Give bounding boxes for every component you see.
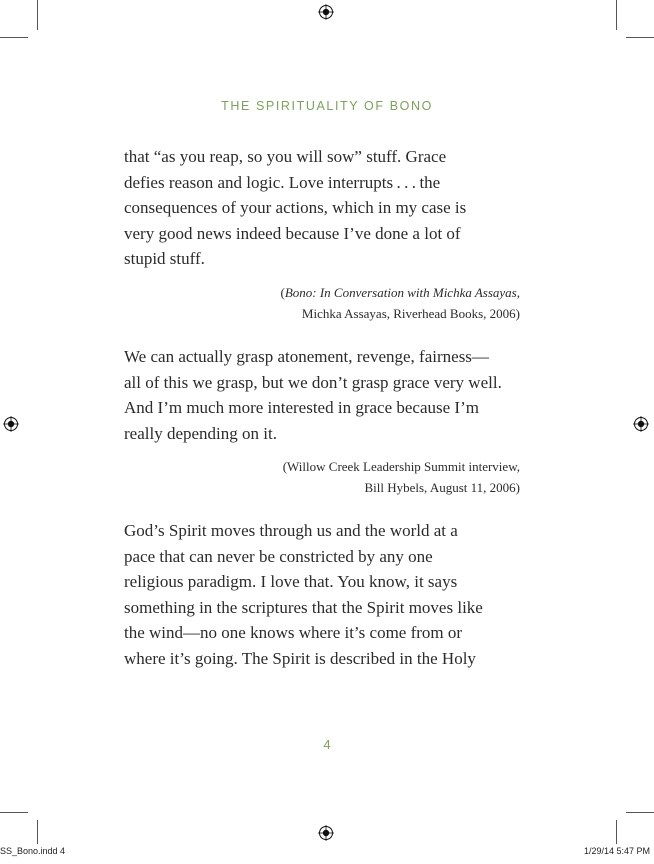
- page-number: 4: [323, 737, 331, 752]
- quote-paragraph: [124, 144, 534, 272]
- citation-line: Michka Assayas, Riverhead Books, 2006): [301, 306, 520, 321]
- text-line: really depending on it.: [124, 423, 277, 443]
- citation-title: Bono: In Conversation with Michka Assayas,: [284, 285, 520, 300]
- slug-timestamp: 1/29/14 5:47 PM: [583, 846, 650, 856]
- registration-mark-icon: [633, 416, 649, 432]
- text-line: defies reason and logic. Love interrupts . . . the: [124, 172, 441, 192]
- crop-mark-left-bottom: [0, 812, 28, 813]
- text-line: God’s Spirit moves through us and the world at a: [124, 521, 458, 540]
- text-line: We can actually grasp atonement, revenge, fairness—: [124, 347, 489, 366]
- crop-mark-right-bottom: [626, 812, 654, 813]
- text-line: where it’s going. The Spirit is described in the Holy: [124, 648, 476, 668]
- text-line: the wind—no one knows where it’s come from or: [124, 623, 463, 642]
- citation-line: (Willow Creek Leadership Summit interview,: [282, 459, 520, 474]
- quote-paragraph: [124, 344, 534, 446]
- text-line: stupid stuff.: [124, 249, 205, 268]
- text-line: all of this we grasp, but we don’t grasp grace very well.: [124, 372, 502, 392]
- text-line: very good news indeed because I’ve done a lot of: [124, 223, 461, 243]
- citation-paren: (: [280, 285, 285, 300]
- crop-mark-left-top: [0, 37, 28, 38]
- registration-mark-icon: [318, 825, 334, 841]
- citation: [280, 282, 520, 324]
- registration-mark-icon: [3, 416, 19, 432]
- crop-mark-top-left: [37, 0, 38, 30]
- crop-mark-bottom-right: [616, 820, 617, 844]
- slug-filename: SS_Bono.indd 4: [0, 846, 66, 856]
- text-line: consequences of your actions, which in my case is: [124, 198, 467, 217]
- text-line: something in the scriptures that the Spirit moves like: [124, 597, 483, 617]
- citation: [283, 456, 520, 498]
- text-line: pace that can never be constricted by any one: [124, 546, 433, 566]
- text-line: And I’m much more interested in grace because I’m: [124, 398, 479, 417]
- crop-mark-right-top: [626, 37, 654, 38]
- running-head: THE SPIRITUALITY OF BONO: [221, 99, 433, 113]
- text-line: religious paradigm. I love that. You know, it says: [124, 572, 458, 591]
- quote-paragraph: [124, 518, 534, 671]
- crop-mark-top-right: [616, 0, 617, 30]
- crop-mark-bottom-left: [37, 820, 38, 844]
- registration-mark-icon: [318, 4, 334, 20]
- citation-line: [280, 282, 520, 303]
- citation-line: Bill Hybels, August 11, 2006): [364, 480, 520, 495]
- text-line: that “as you reap, so you will sow” stuff. Grace: [124, 147, 447, 166]
